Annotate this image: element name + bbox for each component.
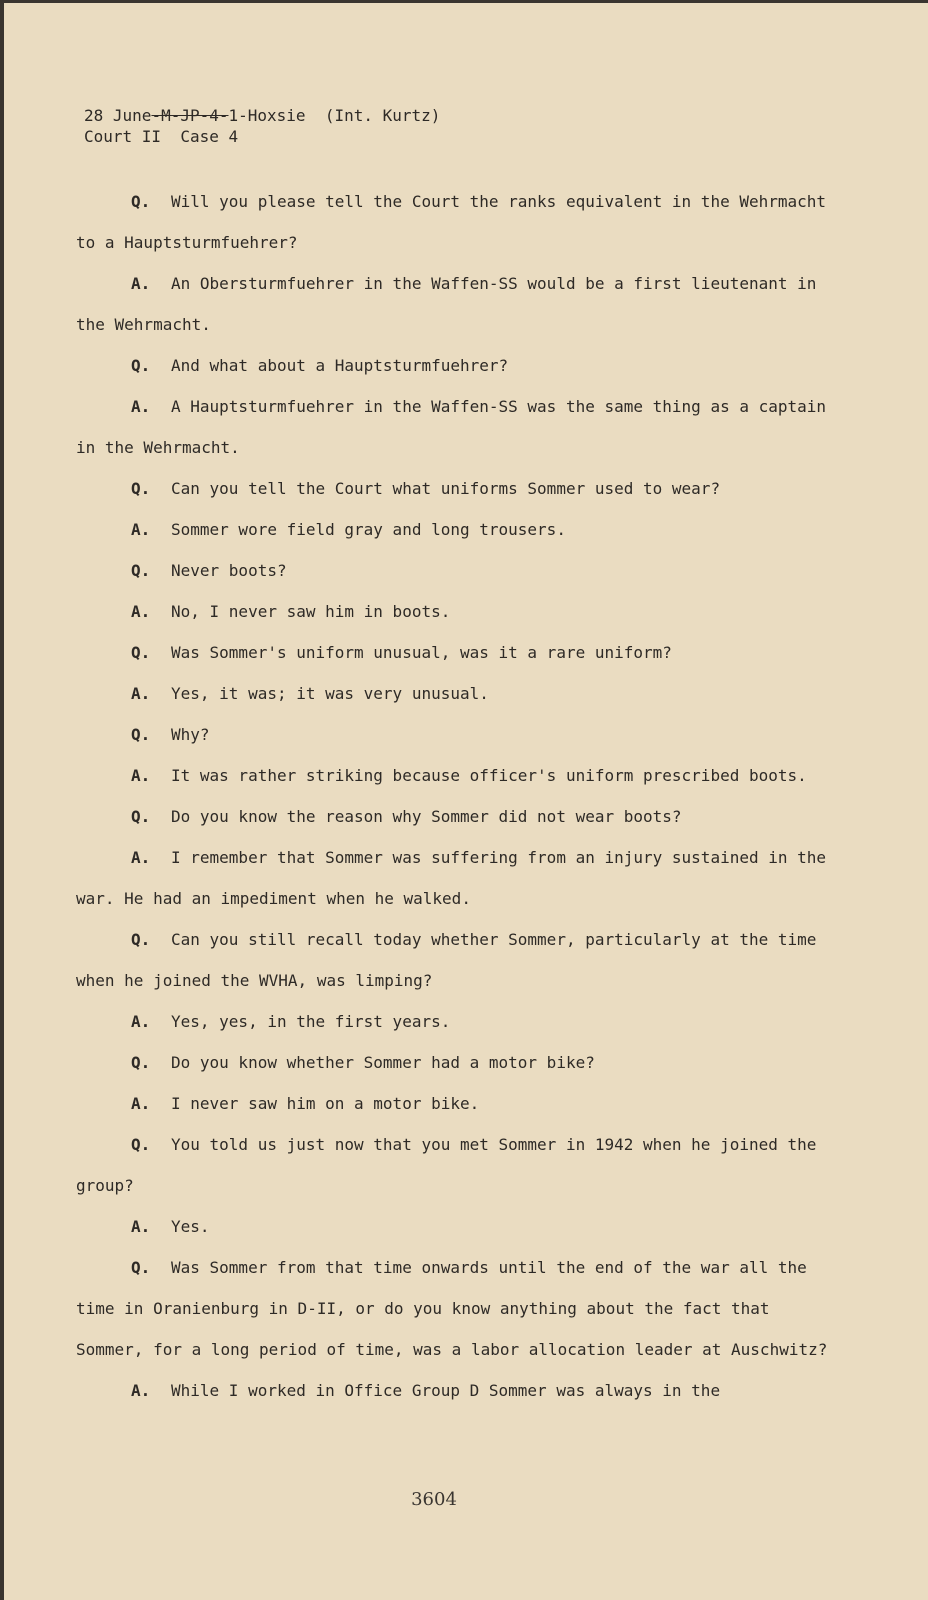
qa-entry: [76, 509, 836, 550]
entry-text: An Obersturmfuehrer in the Waffen-SS would be a first lieutenant in the Wehrmacht.: [76, 274, 817, 334]
entry-tag: Q.: [131, 356, 151, 375]
qa-entry: [76, 468, 836, 509]
entry-tag: A.: [131, 1217, 151, 1236]
entry-text: Yes, yes, in the first years.: [171, 1012, 451, 1031]
entry-tag: Q.: [131, 725, 151, 744]
entry-text: Do you know whether Sommer had a motor bike?: [171, 1053, 595, 1072]
qa-entry: [76, 673, 836, 714]
entry-tag: A.: [131, 1381, 151, 1400]
qa-entry: [76, 263, 836, 345]
qa-entry: [76, 1247, 836, 1370]
entry-text: I remember that Sommer was suffering from an injury sustained in the war. He had an impediment when he walked.: [76, 848, 827, 908]
qa-entry: [76, 345, 836, 386]
qa-entry: [76, 1042, 836, 1083]
entry-tag: Q.: [131, 192, 151, 211]
struck-text: -M-JP-4-: [151, 106, 229, 125]
header-line-1: 28 June-M-JP-4-1-Hoxsie (Int. Kurtz): [84, 106, 441, 125]
testimony-body: [76, 181, 836, 1411]
entry-text: Will you please tell the Court the ranks equivalent in the Wehrmacht to a Hauptsturmfuehrer?: [76, 192, 827, 252]
qa-entry: [76, 796, 836, 837]
entry-tag: Q.: [131, 1135, 151, 1154]
entry-tag: A.: [131, 397, 151, 416]
qa-entry: [76, 550, 836, 591]
entry-tag: A.: [131, 274, 151, 293]
qa-entry: [76, 1206, 836, 1247]
entry-tag: A.: [131, 684, 151, 703]
entry-text: A Hauptsturmfuehrer in the Waffen-SS was the same thing as a captain in the Wehrmacht.: [76, 397, 827, 457]
qa-entry: [76, 1124, 836, 1206]
entry-tag: Q.: [131, 930, 151, 949]
entry-tag: A.: [131, 1012, 151, 1031]
entry-tag: A.: [131, 602, 151, 621]
qa-entry: [76, 632, 836, 673]
entry-tag: A.: [131, 520, 151, 539]
entry-text: Was Sommer's uniform unusual, was it a rare uniform?: [171, 643, 672, 662]
qa-entry: [76, 837, 836, 919]
entry-tag: A.: [131, 1094, 151, 1113]
qa-entry: [76, 1001, 836, 1042]
entry-text: Can you still recall today whether Sommer, particularly at the time when he joined the WVHA, was limping?: [76, 930, 817, 990]
qa-entry: [76, 181, 836, 263]
entry-tag: Q.: [131, 561, 151, 580]
entry-text: Yes.: [171, 1217, 210, 1236]
entry-text: Yes, it was; it was very unusual.: [171, 684, 489, 703]
entry-text: It was rather striking because officer's uniform prescribed boots.: [171, 766, 807, 785]
entry-tag: Q.: [131, 1258, 151, 1277]
entry-tag: Q.: [131, 643, 151, 662]
entry-text: Why?: [171, 725, 210, 744]
page-number: 3604: [411, 1489, 457, 1510]
document-header: [84, 105, 440, 147]
qa-entry: [76, 755, 836, 796]
entry-tag: A.: [131, 766, 151, 785]
qa-entry: [76, 591, 836, 632]
qa-entry: [76, 714, 836, 755]
entry-tag: Q.: [131, 807, 151, 826]
qa-entry: [76, 1370, 836, 1411]
qa-entry: [76, 1083, 836, 1124]
entry-text: While I worked in Office Group D Sommer was always in the: [171, 1381, 721, 1400]
entry-text: And what about a Hauptsturmfuehrer?: [171, 356, 509, 375]
qa-entry: [76, 919, 836, 1001]
entry-tag: Q.: [131, 479, 151, 498]
entry-tag: Q.: [131, 1053, 151, 1072]
entry-text: You told us just now that you met Sommer in 1942 when he joined the group?: [76, 1135, 817, 1195]
entry-text: Sommer wore field gray and long trousers.: [171, 520, 566, 539]
entry-text: Do you know the reason why Sommer did not wear boots?: [171, 807, 682, 826]
entry-tag: A.: [131, 848, 151, 867]
header-line-2: Court II Case 4: [84, 127, 239, 146]
entry-text: Was Sommer from that time onwards until the end of the war all the time in Oranienburg in D-II, or do you know anything about the fact that Sommer, for a long period of time, was a labor allocation leader at Auschwitz?: [76, 1258, 828, 1359]
entry-text: No, I never saw him in boots.: [171, 602, 451, 621]
entry-text: Never boots?: [171, 561, 287, 580]
qa-entry: [76, 386, 836, 468]
entry-text: Can you tell the Court what uniforms Sommer used to wear?: [171, 479, 721, 498]
entry-text: I never saw him on a motor bike.: [171, 1094, 480, 1113]
